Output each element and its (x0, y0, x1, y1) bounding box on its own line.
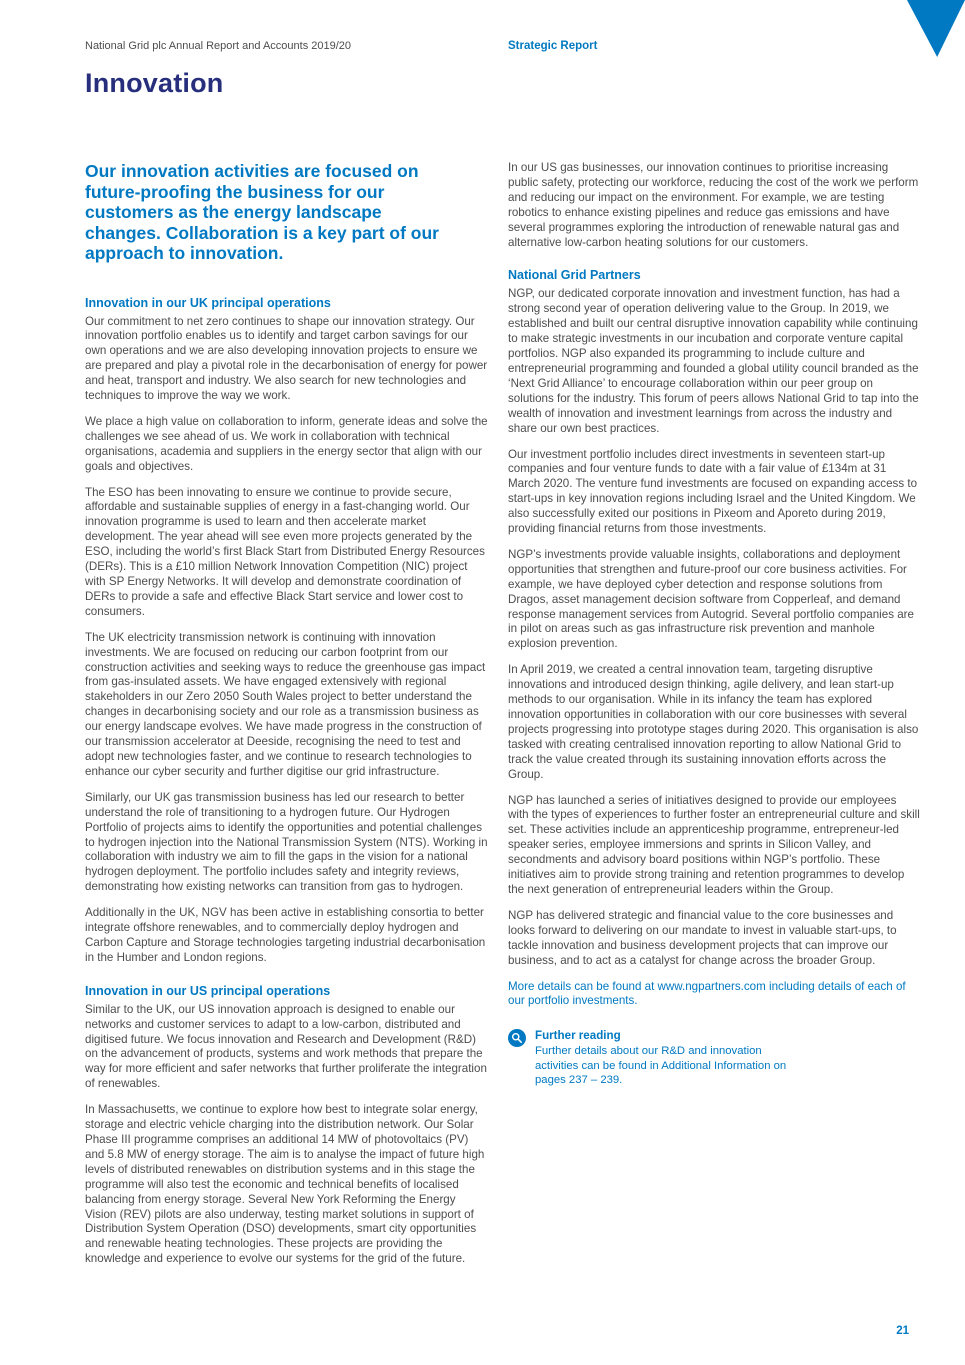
magnifier-icon (508, 1029, 526, 1047)
paragraph: In our US gas businesses, our innovation continues to prioritise increasing public safety, protecting our workforce, reducing the cost of the work we perform and reducing our impact on the environment. For example, we are testing robotics to enhance existing pipelines and reduce gas emissions and have several programmes exploring the introduction of renewable natural gas and alternative low-carbon heating solutions for our customers. (508, 161, 919, 249)
further-reading-title: Further reading (535, 1029, 621, 1043)
page-header (85, 40, 920, 52)
heading-uk-operations: Innovation in our UK principal operations (85, 295, 331, 310)
paragraph: Our commitment to net zero continues to shape our innovation strategy. Our innovation portfolio enables us to identify and target carbon savings for our own operations and we are also developing innovation projects to ensure we are prepared and play a pivotal role in the decarbonisation of energy for power and heat, transport and industry. We also search for new technologies and techniques to improve the way we work. (85, 314, 488, 403)
paragraph: Similar to the UK, our US innovation approach is designed to enable our networks and customer services to adapt to a low-carbon, distributed and digitised future. We focus innovation and Research and Development (R&D) on the advancement of products, systems and work methods that prepare the way for more efficient and safer networks that further proliferate the integration of renewables. (85, 1002, 487, 1091)
right-column (508, 161, 920, 1278)
further-reading-body: Further details about our R&D and innovation activities can be found in Additional Information on pages 237 – 239. (535, 1045, 787, 1086)
paragraph: Similarly, our UK gas transmission business has led our research to better understand the role of transitioning to a hydrogen future. Our Hydrogen Portfolio of projects aims to identify the opportunities and potential challenges to hydrogen injection into the National Transmission System (NTS). Working in collaboration with industry we aim to fill the gaps in the vision for a national hydrogen deployment. The portfolio includes safety and integrity reviews, demonstrating how existing networks can transition from gas to hydrogen. (85, 790, 488, 894)
page-number: 21 (896, 1325, 909, 1337)
paragraph: NGP, our dedicated corporate innovation and investment function, has had a strong second year of operation delivering value to the Group. In 2019, we established and built our central disruptive innovation capability while continuing to make strategic investments in our incubation and corporate venture capital portfolios. NGP also expanded its programming to include culture and entrepreneurial programming and founded a global utility council branded as the ‘Next Grid Alliance’ to encourage collaboration within our peer group on solutions for the industry. This forum of peers allows National Grid to tap into the wealth of innovation and investment learnings from across the industry and share our own best practices. (508, 287, 919, 435)
paragraph: Additionally in the UK, NGV has been active in establishing consortia to better integrate offshore renewables, and to commercially deploy hydrogen and Carbon Capture and Storage technologies targeting industrial decarbonisation in the Humber and London regions. (85, 906, 486, 964)
paragraph: In April 2019, we created a central innovation team, targeting disruptive innovations and introduced design thinking, agile delivery, and lean start-up methods to our organisation. While in its infancy the team has explored innovation opportunities in collaboration with our core businesses with several projects progressing into prototype stages during 2020. This organisation is also tasked with creating centralised innovation reporting to allow National Grid to track the value created through its sustaining innovation efforts across the Group. (508, 663, 919, 781)
paragraph: We place a high value on collaboration to inform, generate ideas and solve the challenges we see ahead of us. We work in collaboration with technical organisations, academia and suppliers in the energy sector that align with our goals and objectives. (85, 414, 488, 473)
heading-us-operations: Innovation in our US principal operations (85, 983, 331, 998)
paragraph: The ESO has been innovating to ensure we continue to provide secure, affordable and sustainable supplies of energy in a fast-changing world. Our innovation programme is used to learn and then accelerate market development. The year ahead will see even more projects generated by the ESO, including the world’s first Black Start from Distributed Energy Resources (DERs). This is a £10 million Network Innovation Competition (NIC) project with SP Energy Networks. It will develop and demonstrate coordination of DERs to provide a safe and effective Black Start service and lower cost to consumers. (85, 485, 485, 618)
paragraph: Our investment portfolio includes direct investments in seventeen start-up companies and four venture funds to date with a fair value of £134m at 31 March 2020. The venture fund investments are focused on expanding access to start-ups in key innovation regions including Israel and the United Kingdom. We also successfully exited our positions in Pixeom and Aporeto during 2019, providing financial returns from those investments. (508, 447, 918, 536)
paragraph: NGP has launched a series of initiatives designed to provide our employees with the types of experiences to further foster an entrepreneurial culture and skill set. These activities include an apprenticeship programme, entrepreneur-led speaker series, employee immersions and sprints in Silicon Valley, and secondments and advisory board positions within NGP’s portfolio. These initiatives aim to provide strong training and retention programmes to develop the next generation of entrepreneurial leaders within the Group. (508, 793, 920, 896)
paragraph: In Massachusetts, we continue to explore how best to integrate solar energy, storage and electric vehicle charging into the distribution network. Our Solar Phase III programme comprises an additional 14 MW of photovoltaics (PV) and 5.8 MW of energy storage. The aim is to analyse the impact of future high levels of distributed renewables on distribution systems and in this stage the programme will also test the economic and technical benefits of localised balancing from energy storage. Several New York Reforming the Energy Vision (REV) pilots are also underway, testing market solutions in support of Distribution System Operation (DSO) developments, smart city opportunities and renewable heating technologies. These projects are providing the knowledge and experience to evolve our systems for the grid of the future. (85, 1103, 485, 1266)
paragraph: NGP’s investments provide valuable insights, collaborations and deployment opportunities that strengthen and future-proof our core business activities. For example, we have deployed cyber detection and response solutions from Dragos, asset management decision software from Copperleaf, and demand response management services from Autogrid. Several portfolio companies are in pilot on areas such as gas infrastructure risk prevention and manhole explosion prevention. (508, 547, 914, 651)
report-header-text: National Grid plc Annual Report and Accounts 2019/20 (85, 40, 352, 52)
left-column (85, 161, 488, 1278)
intro-statement: Our innovation activities are focused on future-proofing the business for our customers as the energy landscape changes. Collaboration is a key part of our approach to innovation. (85, 161, 439, 263)
further-reading-block (508, 1029, 920, 1087)
paragraph: The UK electricity transmission network is continuing with innovation investments. We are focused on reducing our carbon footprint from our construction activities and seeking ways to reduce the greenhouse gas impact from gas-insulated assets. We have engaged extensively with regional stakeholders in our Zero 2050 South Wales project to better understand the changes in decarbonising society and our role as a transmission business as our energy landscape evolves. We have made progress in the construction of our transmission accelerator at Deeside, recognising the need to test and adopt new technologies faster, and we continue to research technologies to enhance our cyber security and further digitise our grid infrastructure. (85, 630, 486, 778)
page-title: Innovation (85, 68, 224, 98)
heading-national-grid-partners: National Grid Partners (508, 268, 641, 283)
section-label: Strategic Report (508, 40, 598, 52)
two-column-body (85, 161, 920, 1278)
further-reading-text (535, 1029, 795, 1087)
more-details-note: More details can be found at www.ngpartners.com including details of each of our portfolio investments. (508, 979, 906, 1008)
paragraph: NGP has delivered strategic and financial value to the core businesses and looks forward to delivering on our mandate to invest in valuable start-ups, to tackle innovation and business development projects that can improve our business, and to act as a catalyst for change across the broader Group. (508, 908, 897, 967)
